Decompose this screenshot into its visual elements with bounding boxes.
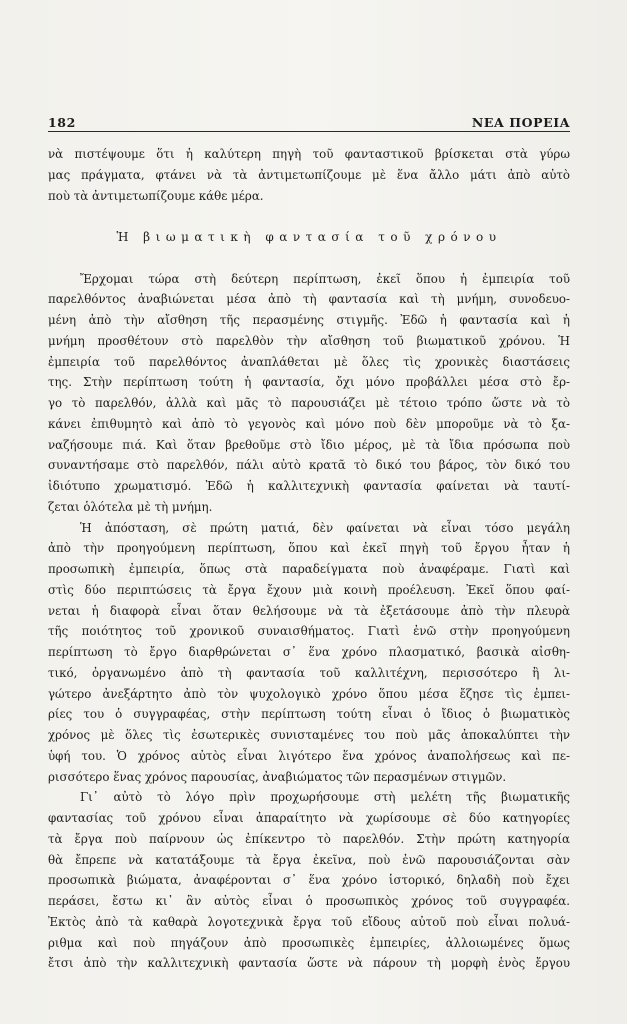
text-line: Ἐκτὸς ἀπὸ τὰ καθαρὰ λογοτεχνικὰ ἔργα τοῦ εἴδους αὐτοῦ ποὺ εἶναι πολυά- [48,914,570,929]
text-line: χρόνος μὲ ὅλες τὶς ἐσωτερικὲς συνισταμένες του ποὺ μᾶς ἀποκαλύπτει τὴν [48,728,570,742]
text-line: συναντήσαμε στὸ παρελθόν, πάλι αὐτὸ κρατᾶ τὸ δικό του βάρος, τὸν δικό του [48,458,570,473]
text-line: τὰ ἔργα ποὺ παίρνουν ὡς ἐπίκεντρο τὸ παρελθόν. Στὴν πρώτη κατηγορία [48,831,570,846]
text-line: ὑφή του. Ὁ χρόνος αὐτὸς εἶναι λιγότερο ἕνα χρόνος ἀναπολήσεως καὶ πε- [48,748,570,763]
paragraph-gap [48,248,570,269]
text-line: της. Στὴν περίπτωση τούτη ἡ φαντασία, ὄχι μόνο προβάλλει μέσα στὸ ἔρ- [48,375,570,390]
text-line: Ἔρχομαι τώρα στὴ δεύτερη περίπτωση, ἐκεῖ ὅπου ἡ ἐμπειρία τοῦ [80,271,570,286]
text-line: ριθμα καὶ ποὺ πηγάζουν ἀπὸ προσωπικὲς ἐμπειρίες, ἀλλοιωμένες ὅμως [48,935,570,950]
text-line: ρίες του ὁ συγγραφέας, στὴν περίπτωση τούτη εἶναι ὁ ἴδιος ὁ βιωματικὸς [48,707,570,722]
text-line: νὰ πιστέψουμε ὅτι ἡ καλύτερη πηγὴ τοῦ φανταστικοῦ βρίσκεται στὰ γύρω [48,147,570,161]
text-line: παρελθόντος ἀναβιώνεται μέσα ἀπὸ τὴ φαντασία καὶ τὴ μνήμη, συνοδευο- [48,292,570,307]
text-line: μνήμη προσθέτουν στὸ παρελθὸν τὴν αἴσθηση τοῦ βιωματικοῦ χρόνου. Ἡ [48,333,570,348]
text-line: τικό, ὀργανωμένο ἀπὸ τὴ φαντασία τοῦ καλλιτέχνη, περισσότερο ἢ λι- [48,665,570,680]
text-line: ἔτσι ἀπὸ τὴν καλλιτεχνικὴ φαντασία ὥστε νὰ πάρουν τὴ μορφὴ ἑνὸς ἔργου [48,956,570,971]
text-line: τῆς ποιότητος τοῦ χρονικοῦ συναισθήματος. Γιατὶ ἐνῶ στὴν προηγούμενη [48,624,570,639]
text-line: γο τὸ παρελθόν, ἀλλὰ καὶ μᾶς τὸ παρουσιάζει μὲ τέτοιο τρόπο ὥστε νὰ τὸ [48,396,570,410]
text-line: μένη ἀπὸ τὴν αἴσθηση τῆς περασμένης στιγμῆς. Ἐδῶ ἡ φαντασία καὶ ἡ [48,313,570,327]
text-line: ποὺ τὰ ἀντιμετωπίζουμε κάθε μέρα. [48,188,264,203]
body-text [48,144,570,974]
paragraph-gap [48,206,570,227]
text-line: κάνει ἐπιθυμητὸ καὶ ἀπὸ τὸ γεγονὸς καὶ μόνο ποὺ δὲν μποροῦμε νὰ τὸ ξα- [48,416,570,431]
page-number: 182 [48,115,76,130]
text-line: Γι᾽ αὐτὸ τὸ λόγο πρὶν προχωρήσουμε στὴ μελέτη τῆς βιωματικῆς [80,790,570,805]
text-line: προσωπικὰ βιώματα, ἀναφέρονται σ᾽ ἕνα χρόνο ἱστορικό, δηλαδὴ ποὺ ἔχει [48,873,570,888]
text-line: Ἡ ἀπόσταση, σὲ πρώτη ματιά, δὲν φαίνεται νὰ εἶναι τόσο μεγάλη [80,520,570,535]
text-line: ἰδιότυπο χρωματισμό. Ἐδῶ ἡ καλλιτεχνικὴ φαντασία φαίνεται νὰ ταυτί- [48,479,570,493]
page-header [48,108,570,130]
text-line: στὶς δύο περιπτώσεις τὰ ἔργα ἔχουν μιὰ κοινὴ προέλευση. Ἐκεῖ ὅπου φαί- [48,582,570,597]
text-line: ἐμπειρία τοῦ παρελθόντος ἀναπλάθεται μὲ ὅλες τὶς χρονικὲς διαστάσεις [48,354,570,369]
text-line: προσωπικὴ ἐμπειρία, ὅπως στὰ παραδείγματα ποὺ ἀναφέραμε. Γιατὶ καὶ [48,562,570,576]
text-line: ναζήσουμε πιά. Καὶ ὅταν βρεθοῦμε στὸ ἴδιο μέρος, μὲ τὰ ἴδια πρόσωπα ποὺ [48,437,570,452]
text-line: ζεται ὁλότελα μὲ τὴ μνήμη. [48,499,213,514]
section-heading: Ἡ βιωματικὴ φαντασία τοῦ χρόνου [116,230,502,244]
text-line: θὰ ἔπρεπε νὰ κατατάξουμε τὰ ἔργα ἐκεῖνα, ποὺ ἐνῶ παρουσιάζονται σὰν [48,852,570,867]
running-title: ΝΕΑ ΠΟΡΕΙΑ [471,115,570,130]
text-line: γώτερο ἀνεξάρτητο ἀπὸ τὸν ψυχολογικὸ χρόνο ὅπου μέσα ἔζησε τὶς ἐμπει- [48,686,570,701]
text-line: περάσει, ἔστω κι᾽ ἂν αὐτὸς εἶναι ὁ προσωπικὸς χρόνος τοῦ συγγραφέα. [48,894,570,908]
text-line: ρισσότερο ἕνας χρόνος παρουσίας, ἀναβιώματος τῶν περασμένων στιγμῶν. [48,769,507,784]
text-line: φαντασίας τοῦ χρόνου εἶναι ἀπαραίτητο νὰ χωρίσουμε σὲ δύο κατηγορίες [48,811,570,825]
text-line: περίπτωση τὸ ἔργο διαρθρώνεται σ᾽ ἕνα χρόνο πλασματικό, βασικὰ αἰσθη- [48,645,570,659]
header-rule [48,131,570,132]
text-line: ἀπὸ τὴν προηγούμενη περίπτωση, ὅπου καὶ ἐκεῖ πηγὴ τοῦ ἔργου ἦταν ἡ [48,541,570,556]
text-line: μας πράγματα, φτάνει νὰ τὰ ἀντιμετωπίζουμε μὲ ἕνα ἄλλο μάτι ἀπὸ αὐτὸ [48,167,570,182]
text-line: νεται ἡ διαφορὰ εἶναι ὅταν θελήσουμε νὰ τὰ ἐξετάσουμε ἀπὸ τὴν πλευρὰ [48,603,570,618]
